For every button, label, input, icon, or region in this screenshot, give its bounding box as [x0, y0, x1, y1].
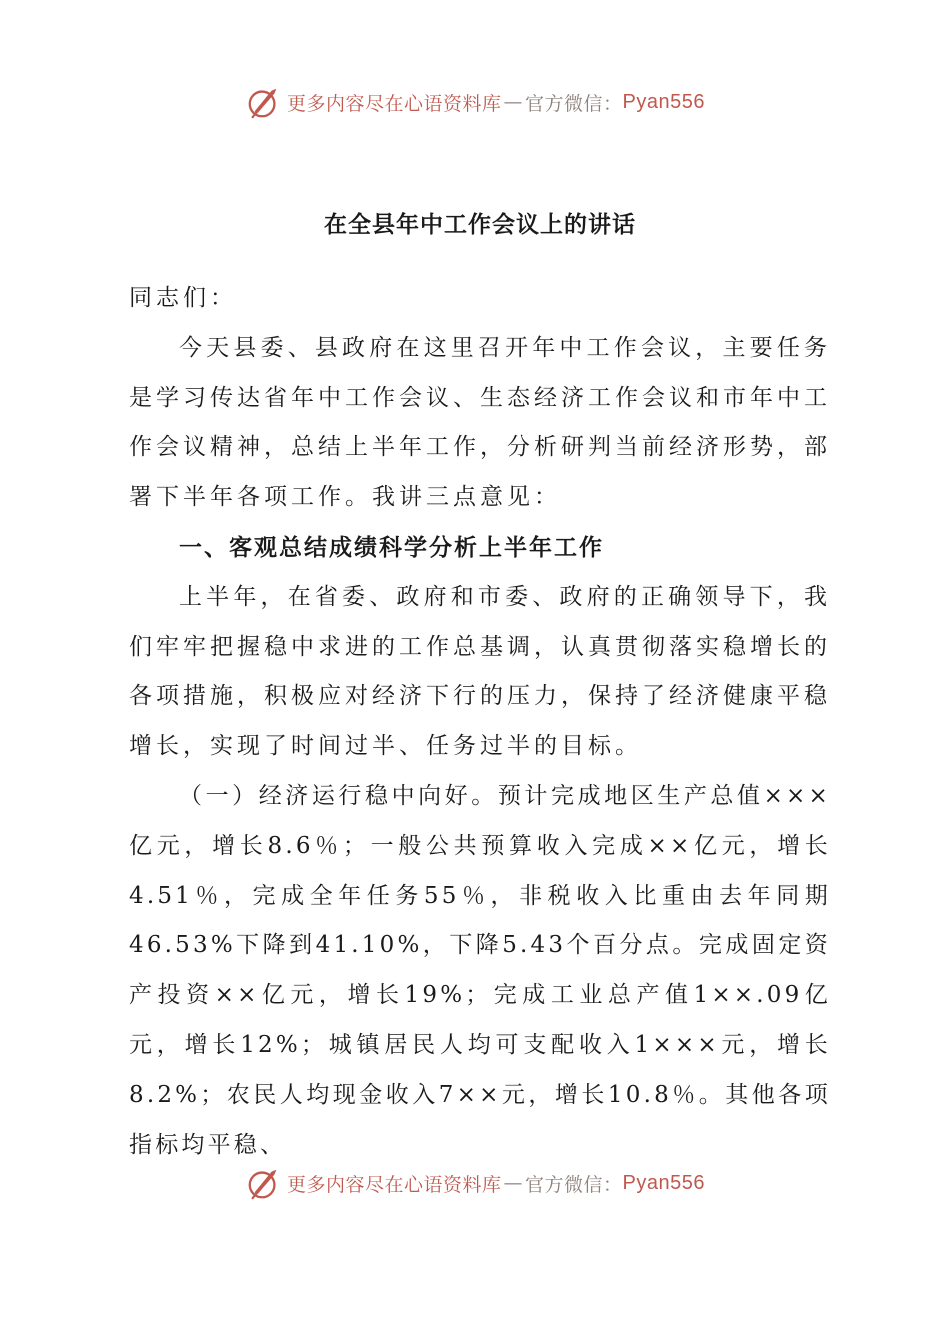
subsection-1-paragraph: （一）经济运行稳中向好。预计完成地区生产总值×××亿元，增长8.6％；一般公共预算收入完成××亿元，增长4.51％，完成全年任务55％，非税收入比重由去年同期46.53%下降到41.10%，下降5.43个百分点。完成固定资产投资××亿元，增长19%；完成工业总产值1××.09亿元，增长12%；城镇居民人均可支配收入1×××元，增长8.2%；农民人均现金收入7××元，增长10.8％。其他各项指标均平稳、	[129, 782, 831, 1158]
document-title: 在全县年中工作会议上的讲话	[324, 211, 636, 238]
salutation: 同志们：	[129, 285, 237, 311]
banner-separator: —	[503, 1172, 524, 1194]
banner-wechat-id: Pyan556	[622, 1171, 705, 1194]
banner-wechat-id: Pyan556	[622, 90, 705, 113]
banner-text: 更多内容尽在心语资料库	[287, 92, 502, 115]
banner-wechat-label: 官方微信：	[525, 1173, 623, 1196]
quill-pen-logo-icon	[245, 83, 283, 121]
quill-pen-logo-icon	[245, 1164, 283, 1202]
document-body	[129, 200, 831, 1170]
section-1-paragraph: 上半年，在省委、政府和市委、政府的正确领导下，我们牢牢把握稳中求进的工作总基调，认真贯彻落实稳增长的各项措施，积极应对经济下行的压力，保持了经济健康平稳增长，实现了时间过半、任务过半的目标。	[129, 583, 831, 760]
banner-wechat-label: 官方微信：	[525, 92, 623, 115]
banner-text: 更多内容尽在心语资料库	[287, 1173, 502, 1196]
banner-separator: —	[503, 91, 524, 113]
footer-watermark-banner	[0, 1161, 950, 1205]
header-watermark-banner	[0, 80, 950, 124]
section-1-heading: 一、客观总结成绩科学分析上半年工作	[179, 533, 604, 561]
intro-paragraph: 今天县委、县政府在这里召开年中工作会议，主要任务是学习传达省年中工作会议、生态经济工作会议和市年中工作会议精神，总结上半年工作，分析研判当前经济形势，部署下半年各项工作。我讲三点意见：	[129, 334, 831, 511]
